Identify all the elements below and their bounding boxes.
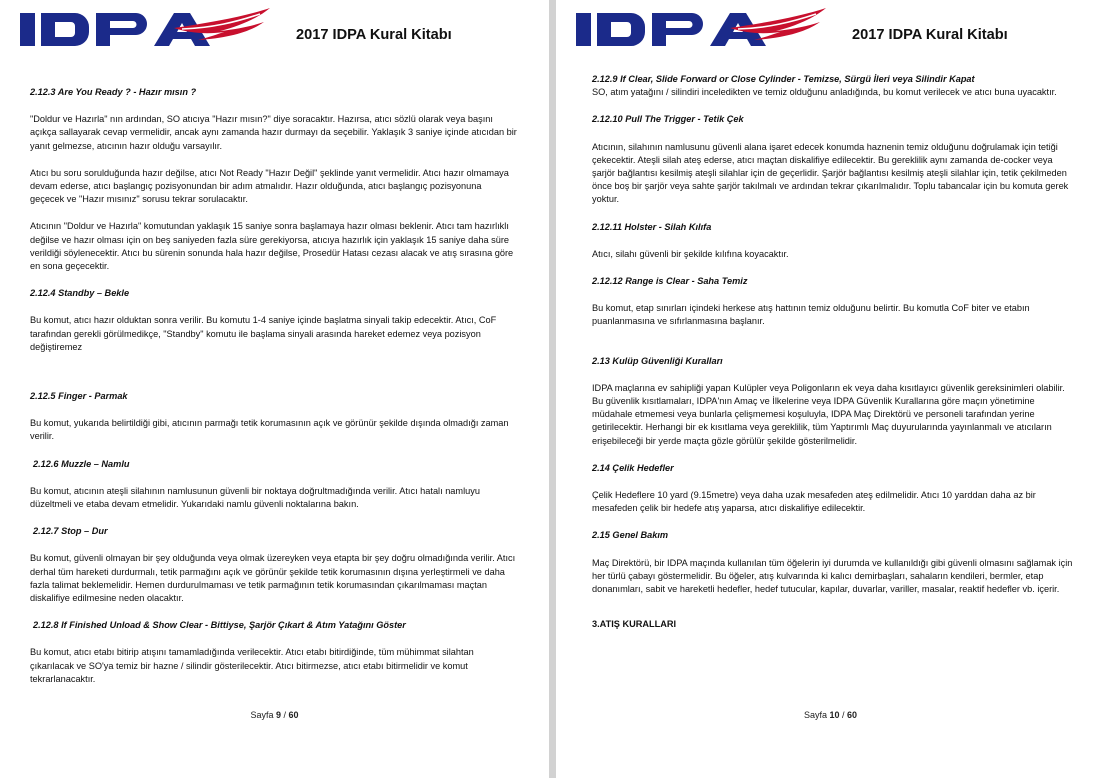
section-heading: 2.12.7 Stop – Dur bbox=[33, 526, 108, 537]
section-heading: 2.12.9 If Clear, Slide Forward or Close Cylinder - Temizse, Sürgü İleri veya Silindir Kapat bbox=[592, 74, 975, 84]
paragraph: Bu komut, atıcı etabı bitirip atışını tamamladığında verilecektir. Atıcı etabı bitirdiğinde, tüm mühimmat silahtan çıkarılacak ve SO'ya temiz bir hazne / silindir gösterilecektir. Atıcı bitirmezse, atıcı etabı bitirmelidir ve komut tekrarlanacaktır. bbox=[30, 647, 474, 684]
section-heading: 2.12.4 Standby – Bekle bbox=[30, 288, 130, 299]
paragraph: Bu komut, atıcının ateşli silahının namlusunun güvenli bir noktaya doğrultmadığında verilir. Atıcı hatalı namluyu düzeltmeli ve etaba devam etmelidir. Yukarıdaki namlu güvenli noktalarına bakın. bbox=[30, 485, 480, 510]
page-label: Sayfa bbox=[250, 710, 274, 720]
paragraph: Atıcının, silahının namlusunu güvenli alana işaret edecek konumda haznenin temiz olduğunu doğrulamak için tetiği çekecektir. Ateşli silah ateş ederse, atıcı maçtan diskalifiye edilecektir. Bu gereklilik aynı zamanda de-cocker veya şarjör bağlantısı kesilmiş ateşli silahlar için de geçerlidir. Şarjör bağlantısı kesilmiş ateşli silahlar için, tetik çekilmeden önce boş bir şarjör veya sahte şarjör takılmalı ve ardından tekrar çıkarılmalıdır. Toplu tabancalar için bu komuta gerek yoktur. bbox=[592, 141, 1069, 205]
paragraph: Bu komut, yukarıda belirtildiği gibi, atıcının parmağı tetik korumasının açık ve görünür şekilde dışında olmadığı zaman verilir. bbox=[30, 418, 509, 442]
section-heading: 2.12.5 Finger - Parmak bbox=[30, 391, 128, 402]
paragraph: Atıcı bu soru sorulduğunda hazır değilse, atıcı Not Ready "Hazır Değil" şeklinde yanıt vermelidir. Atıcı hazır olmamaya devam ederse, atıcı başlangıç pozisyonundan bir adım atmalıdır. Hazır olduğunda, atıcı başlangıç pozisyonuna geçecek ve "Hazır mısınız" sorusu tekrar sorulacaktır. bbox=[30, 167, 509, 205]
page-footer bbox=[556, 710, 1102, 720]
document-title: 2017 IDPA Kural Kitabı bbox=[852, 27, 1008, 43]
paragraph: Çelik Hedeflere 10 yard (9.15metre) veya daha uzak mesafeden ateş edilmelidir. Atıcı 10 yarddan daha az bir mesafeden çelik bir hedefe atış yaparsa, atıcı diskalifiye edilecektir. bbox=[592, 490, 1036, 514]
paragraph: Bu komut, etap sınırları içindeki herkese atış hattının temiz olduğunu belirtir. Bu komutla CoF biter ve etabın puanlanmasına ve sıfırlanmasına başlanır. bbox=[592, 303, 1030, 327]
page-label: Sayfa bbox=[803, 710, 827, 720]
page-content bbox=[592, 73, 1076, 645]
paragraph: Atıcı, silahı güvenli bir şekilde kılıfına koyacaktır. bbox=[592, 248, 789, 259]
section-heading: 2.13 Kulüp Güvenliği Kuralları bbox=[592, 355, 723, 366]
page-number: 10 bbox=[829, 710, 840, 720]
page-gutter bbox=[549, 0, 556, 778]
section-heading: 2.12.10 Pull The Trigger - Tetik Çek bbox=[592, 114, 744, 125]
spacer bbox=[30, 354, 518, 390]
paragraph: Maç Direktörü, bir IDPA maçında kullanılan tüm öğelerin iyi durumda ve kullanıldığı gibi güvenli olmasını sağlamak için her türlü çabayı göstermelidir. Bu öğeler, atış kulvarında ki kalıcı demirbaşları, sahaların kendileri, bermler, etap donanımları, sabit ve hareketli hedefler, hedef tutucular, kapılar, duvarlar, variller, masalar, reaktif hedefler vb. içerir. bbox=[592, 557, 1073, 595]
section-heading: 2.12.6 Muzzle – Namlu bbox=[33, 458, 130, 469]
page-total: 60 bbox=[847, 710, 858, 720]
page-left bbox=[0, 0, 549, 778]
section-heading: 2.12.11 Holster - Silah Kılıfa bbox=[592, 221, 712, 232]
section-heading: 2.12.3 Are You Ready ? - Hazır mısın ? bbox=[30, 87, 197, 97]
spacer bbox=[592, 596, 1076, 618]
section-heading: 2.12.12 Range is Clear - Saha Temiz bbox=[592, 276, 748, 287]
section-heading: 2.14 Çelik Hedefler bbox=[592, 462, 674, 473]
page-separator: / bbox=[842, 710, 845, 720]
page-separator: / bbox=[283, 710, 287, 720]
paragraph: SO, atım yatağını / silindiri inceledikten ve temiz olduğunu anladığında, bu komut verilecek ve atıcı buna uyacaktır. bbox=[592, 87, 1057, 98]
page-content bbox=[30, 86, 518, 700]
spacer bbox=[592, 329, 1076, 355]
paragraph: Atıcının "Doldur ve Hazırla" komutundan yaklaşık 15 saniye sonra başlamaya hazır olması beklenir. Atıcı tam hazırlıklı değilse ve hazır olması için on beş saniyeden fazla süre gerekiyorsa, atıcıya hazırlık için yaklaşık 15 saniye daha süre verildiği söylenecektir. Atıcı bu sürenin sonunda hala hazır değilse, Prosedür Hatası cezası alacak ve atış sırasına göre en sona geçecektir. bbox=[30, 221, 514, 272]
section-heading: 2.12.8 If Finished Unload & Show Clear - Bittiyse, Şarjör Çıkart & Atım Yatağını Göster bbox=[33, 620, 406, 631]
chapter-heading: 3.ATIŞ KURALLARI bbox=[592, 619, 677, 630]
section-heading: 2.15 Genel Bakım bbox=[592, 530, 669, 541]
paragraph: IDPA maçlarına ev sahipliği yapan Kulüpler veya Poligonların ek veya daha kısıtlayıcı güvenlik gereksinimleri olabilir. Bu güvenlik kısıtlamaları, IDPA'nın Amaç ve İlkelerine veya IDPA Güvenlik Kurallarına göre maçın yönetimine müdahale etmemesi veya bunlarla çelişmemesi koşuluyla, IDPA Maç Direktörü ve personeli tarafından yerine getirilecektir. Herhangi bir ek kısıtlama veya gereklilik, tüm Yaptırımlı Maç duyurularında yayınlanmalı ve atıcıların erişebileceği bir yerde maçta gözle görülür şekilde gösterilmelidir. bbox=[592, 382, 1065, 446]
page-number: 9 bbox=[275, 710, 281, 720]
page-footer bbox=[0, 710, 549, 720]
document-title: 2017 IDPA Kural Kitabı bbox=[296, 27, 452, 43]
paragraph: Bu komut, güvenli olmayan bir şey olduğunda veya olmak üzereyken veya etapta bir şey doğru olmadığında verilir. Atıcı derhal tüm hareketi durdurmalı, tetik parmağını açık ve görünür şekilde tetik korumasının dışına yerleştirmeli ve daha fazla talimat beklemelidir. Hemen durdurulmaması ve tetik parmağının tetik korumasından çıkarılmaması maçtan diskalifiye edilmesine neden olacaktır. bbox=[30, 553, 516, 604]
page-total: 60 bbox=[288, 710, 299, 720]
page-right bbox=[556, 0, 1102, 778]
paragraph: Bu komut, atıcı hazır olduktan sonra verilir. Bu komutu 1-4 saniye içinde başlatma sinyali takip edecektir. Atıcı, CoF tarafından gerekli görülmedikçe, "Standby" komutu ile başlama sinyali arasında hareket edemez veya pozisyon değiştiremez bbox=[30, 315, 497, 352]
paragraph: "Doldur ve Hazırla" nın ardından, SO atıcıya "Hazır mısın?" diye soracaktır. Hazırsa, atıcı sözlü olarak veya başını açıkça sallayarak cevap vermelidir, ancak aynı zamanda hazır durmayı da seçebilir. Yaklaşık 3 saniye içinde atıcıdan bir yanıt gelmezse, atıcının hazır olduğu varsayılır. bbox=[30, 114, 517, 151]
